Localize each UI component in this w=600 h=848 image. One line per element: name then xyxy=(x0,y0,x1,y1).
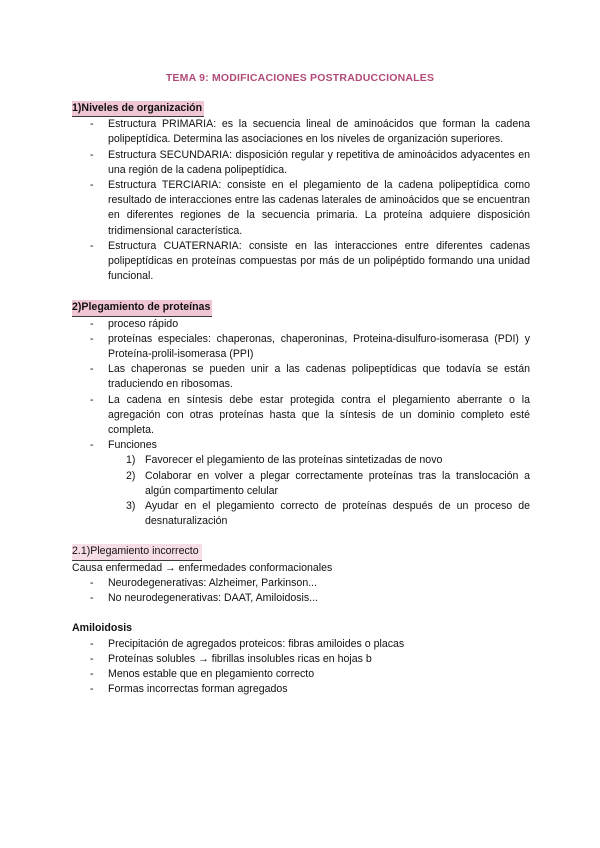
list-item: - Funciones xyxy=(72,438,530,453)
function-text: Colaborar en volver a plegar correctamente proteínas tras la translocación a algún compartimento celular xyxy=(145,469,530,497)
section-list xyxy=(72,317,530,454)
section-list xyxy=(72,637,530,698)
section-plegamiento xyxy=(72,300,530,529)
list-item: - Estructura SECUNDARIA: disposición regular y repetitiva de aminoácidos adyacentes en una región de la cadena polipeptídica. xyxy=(72,148,530,178)
list-item: - proceso rápido xyxy=(72,317,530,332)
function-number: 1) xyxy=(126,454,136,467)
function-number: 2) xyxy=(126,469,136,482)
list-item: - Neurodegenerativas: Alzheimer, Parkinson... xyxy=(72,576,530,591)
subsection-heading: 2.1)Plegamiento incorrecto xyxy=(72,544,202,560)
section-heading: 2)Plegamiento de proteínas xyxy=(72,300,212,316)
function-item xyxy=(72,469,530,499)
function-number: 3) xyxy=(126,500,136,513)
document-body xyxy=(72,101,530,697)
function-text: Favorecer el plegamiento de las proteínas sintetizadas de novo xyxy=(145,454,443,467)
list-item: - Precipitación de agregados proteicos: fibras amiloides o placas xyxy=(72,637,530,652)
subsection-intro: Causa enfermedad → enfermedades conformacionales xyxy=(72,561,333,574)
list-item: - Estructura CUATERNARIA: consiste en las interacciones entre diferentes cadenas polipeptídicas en proteínas compuestas por más de un polipéptido formando una unidad funcional. xyxy=(72,239,530,285)
list-item: - Estructura TERCIARIA: consiste en el plegamiento de la cadena polipeptídica como resultado de interacciones entre las cadenas laterales de aminoácidos que se encuentran en diferentes regiones de la secuencia primaria. La proteína adquiere disposición tridimensional característica. xyxy=(72,178,530,239)
function-item xyxy=(72,499,530,529)
list-item: - Formas incorrectas forman agregados xyxy=(72,682,530,697)
functions-list xyxy=(72,453,530,529)
function-item xyxy=(72,453,530,468)
list-item: - Estructura PRIMARIA: es la secuencia lineal de aminoácidos que forman la cadena polipeptídica. Determina las asociaciones en los niveles de organización superiores. xyxy=(72,117,530,147)
section-list xyxy=(72,117,530,284)
section-heading: 1)Niveles de organización xyxy=(72,101,204,117)
list-item: - Menos estable que en plegamiento correcto xyxy=(72,667,530,682)
section-heading: Amiloidosis xyxy=(72,622,133,635)
list-item: - Proteínas solubles → fibrillas insolubles ricas en hojas b xyxy=(72,652,530,667)
document-title: TEMA 9: MODIFICACIONES POSTRADUCCIONALES xyxy=(165,72,435,84)
section-niveles xyxy=(72,101,530,284)
list-item: - La cadena en síntesis debe estar protegida contra el plegamiento aberrante o la agregación con otras proteínas hasta que la síntesis de un dominio completo esté completa. xyxy=(72,393,530,439)
section-amiloidosis xyxy=(72,621,530,697)
list-item: - Las chaperonas se pueden unir a las cadenas polipeptídicas que todavía se están traduciendo en ribosomas. xyxy=(72,362,530,392)
section-plegamiento-incorrecto xyxy=(72,544,530,606)
function-text: Ayudar en el plegamiento correcto de proteínas después de un proceso de desnaturalización xyxy=(145,500,530,528)
section-list xyxy=(72,576,530,606)
list-item: - proteínas especiales: chaperonas, chaperoninas, Proteina-disulfuro-isomerasa (PDI) y Proteína-prolil-isomerasa (PPI) xyxy=(72,332,530,362)
list-item: - No neurodegenerativas: DAAT, Amiloidosis... xyxy=(72,591,530,606)
